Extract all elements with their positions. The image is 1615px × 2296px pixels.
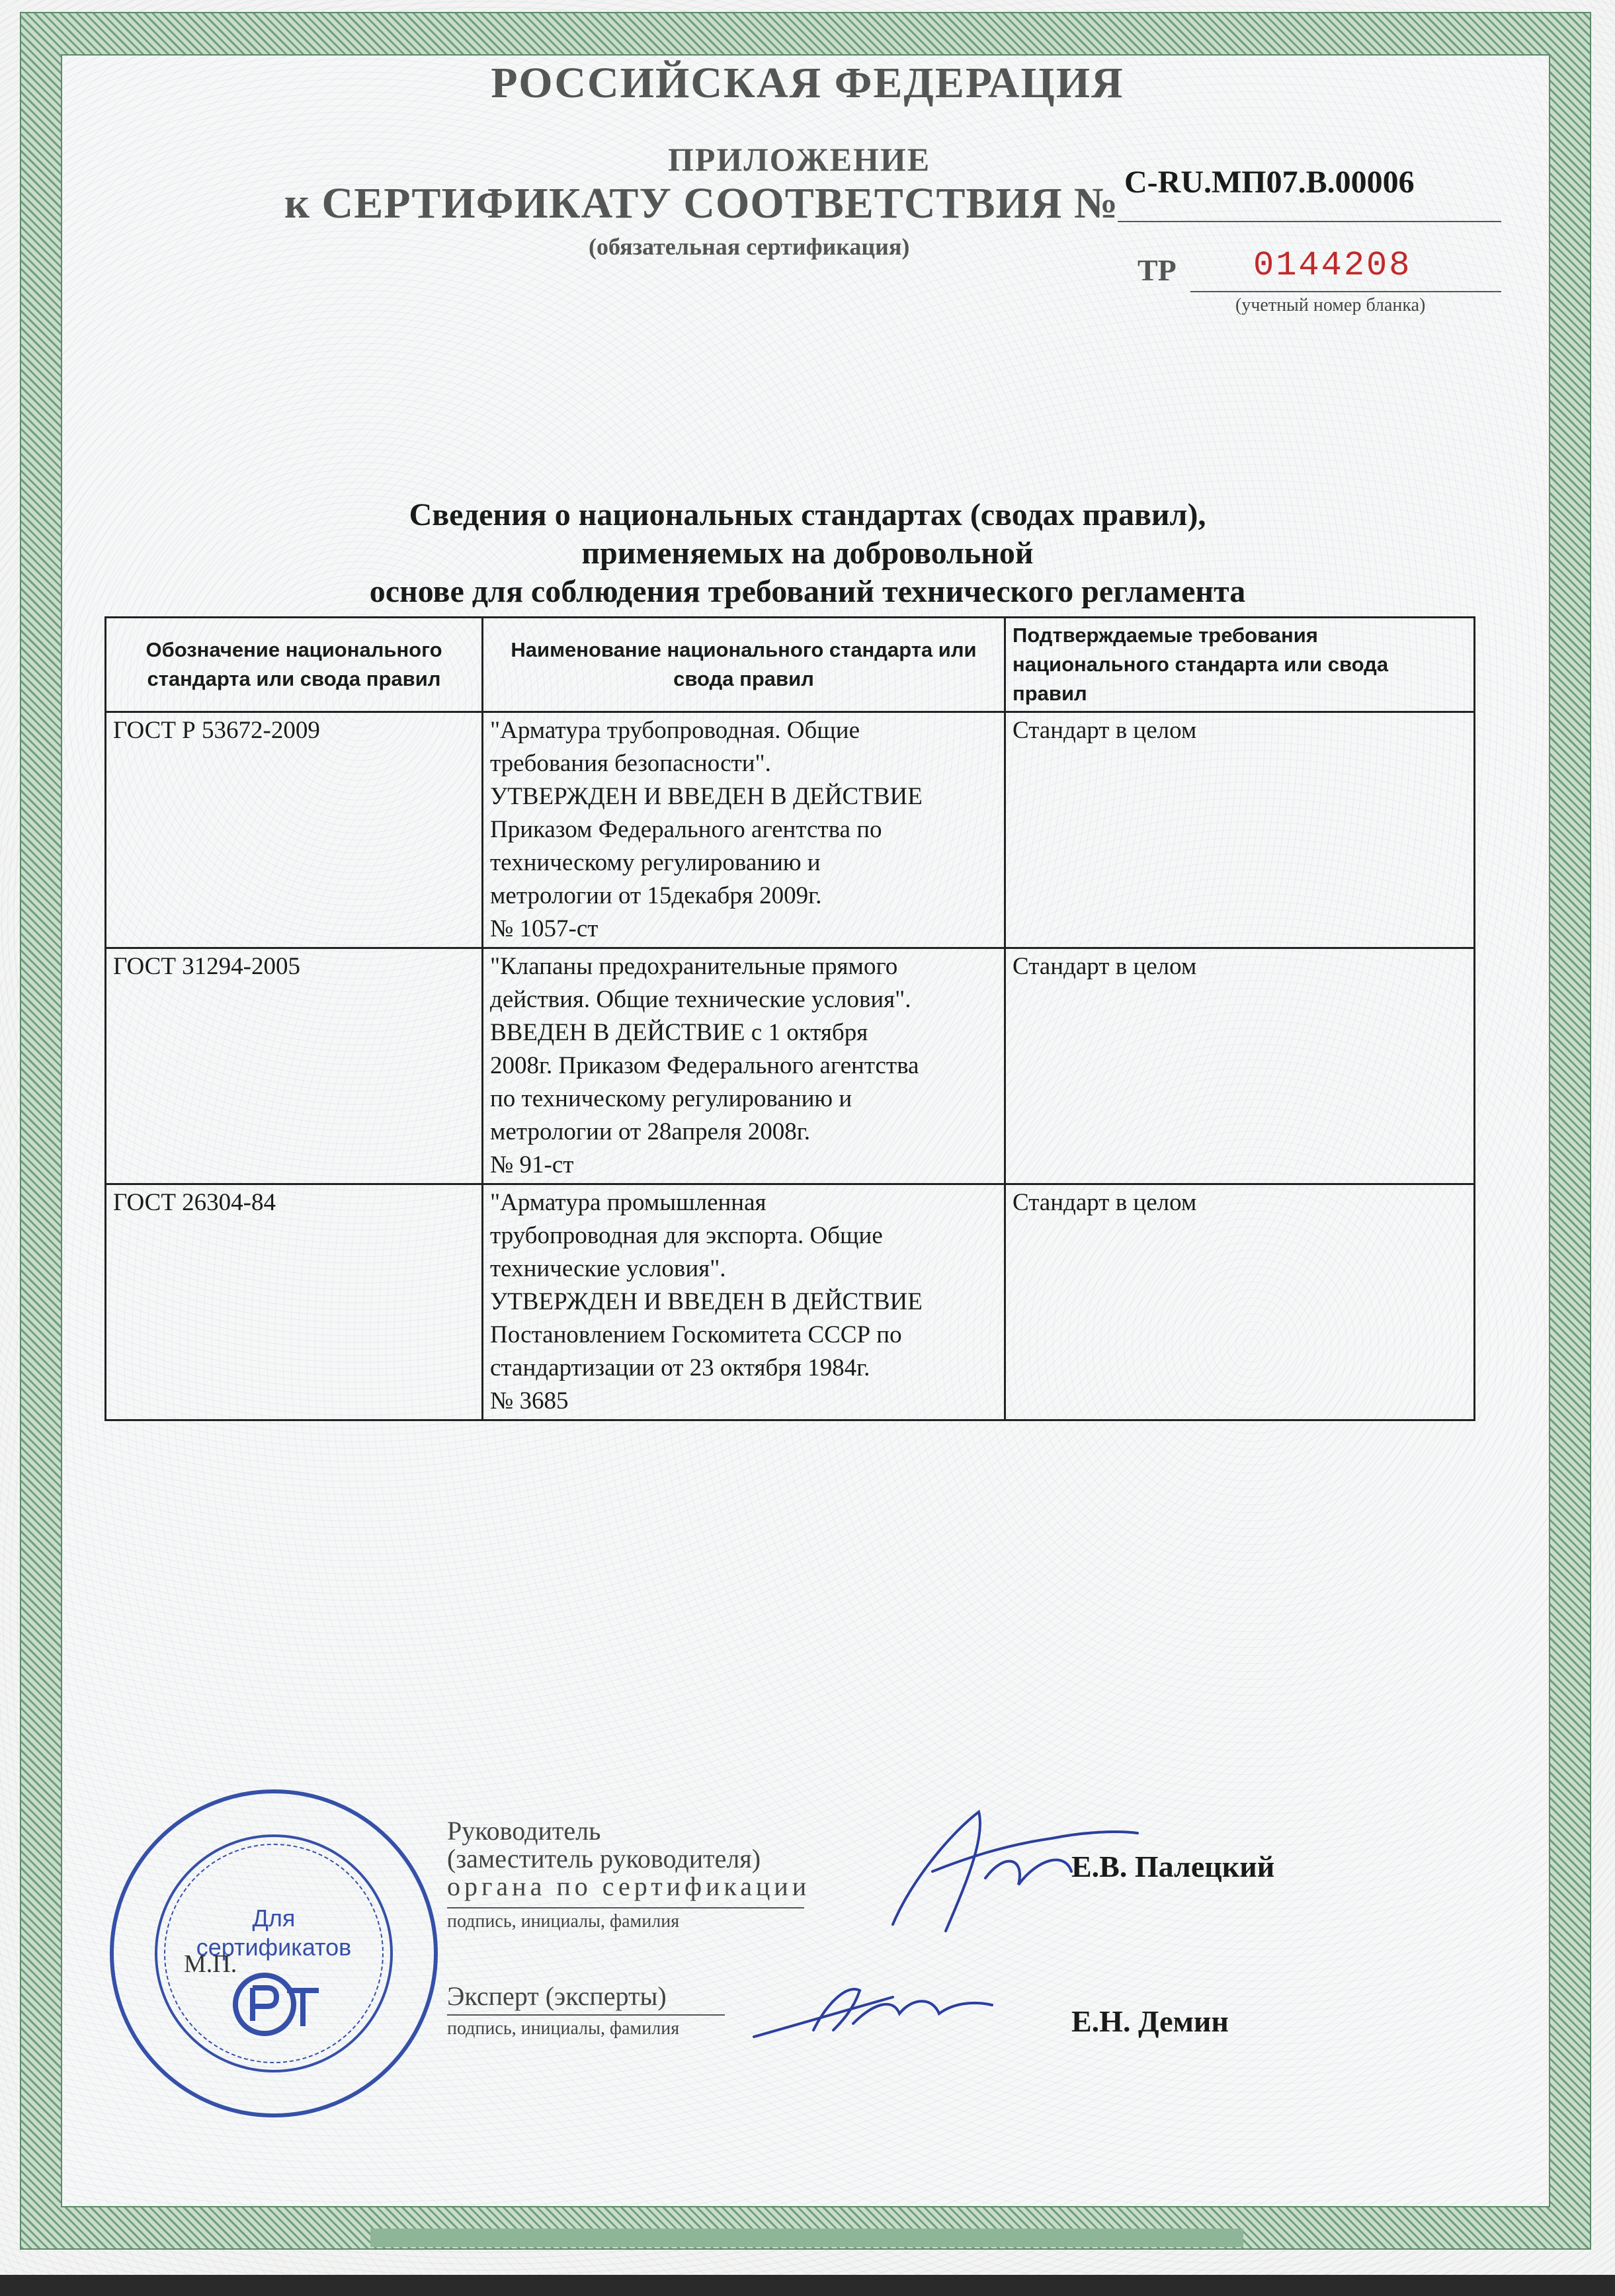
blank-number-caption: (учетный номер бланка): [1235, 295, 1426, 315]
standard-name: [483, 948, 1005, 1184]
standard-code: ГОСТ Р 53672-2009: [106, 712, 483, 948]
section-heading-line: применяемых на добровольной: [581, 536, 1034, 571]
standard-name: [483, 712, 1005, 948]
standard-name-line: "Арматура промышленная: [490, 1189, 766, 1216]
column-header-code: Обозначение национального стандарта или свода правил: [106, 618, 483, 712]
tr-label: ТР: [1138, 253, 1177, 287]
head-signature-caption: подпись, инициалы, фамилия: [447, 1911, 680, 1932]
certification-body-seal: [110, 1789, 438, 2117]
standard-name-line: стандартизации от 23 октября 1984г.: [490, 1354, 870, 1381]
section-heading-line: основе для соблюдения требований технического регламента: [369, 574, 1246, 609]
expert-title: Эксперт (эксперты): [447, 1981, 667, 2011]
standard-name-line: 2008г. Приказом Федерального агентства: [490, 1052, 919, 1079]
standard-name-line: техническому регулированию и: [490, 849, 821, 876]
seal-text-certificates: сертификатов: [196, 1934, 352, 1961]
standard-name-line: "Клапаны предохранительные прямого: [490, 953, 898, 980]
standard-name-line: № 1057-ст: [490, 915, 599, 942]
head-title-line: (заместитель руководителя): [447, 1844, 761, 1873]
table-row: [106, 712, 1475, 948]
standard-name-line: технические условия".: [490, 1255, 726, 1282]
standard-name-line: Постановлением Госкомитета СССР по: [490, 1321, 902, 1348]
head-signature-underline: [447, 1907, 804, 1908]
standard-name-line: Приказом Федерального агентства по: [490, 816, 882, 843]
column-header-name: Наименование национального стандарта или свода правил: [483, 618, 1005, 712]
standard-name-line: по техническому регулированию и: [490, 1085, 852, 1112]
expert-signature-underline: [447, 2014, 725, 2016]
standard-name-line: УТВЕРЖДЕН И ВВЕДЕН В ДЕЙСТВИЕ: [490, 1288, 923, 1315]
table-header-row: [106, 618, 1475, 712]
standard-name: [483, 1184, 1005, 1420]
standard-requirements: Стандарт в целом: [1005, 712, 1475, 948]
standard-name-line: ВВЕДЕН В ДЕЙСТВИЕ с 1 октября: [490, 1019, 868, 1046]
section-heading-line: Сведения о национальных стандартах (сводах правил),: [409, 497, 1206, 532]
standard-code: ГОСТ 26304-84: [106, 1184, 483, 1420]
standard-name-line: действия. Общие технические условия".: [490, 986, 911, 1013]
pct-logo-icon: [226, 1968, 325, 2041]
standard-name-line: "Арматура трубопроводная. Общие: [490, 717, 860, 744]
head-name: Е.В. Палецкий: [1071, 1850, 1275, 1883]
standard-name-line: № 91-ст: [490, 1151, 574, 1178]
expert-name: Е.Н. Демин: [1071, 2004, 1229, 2038]
head-title-line: органа по сертификации: [447, 1871, 811, 1901]
standards-table: [104, 616, 1475, 1421]
blank-number: 0144208: [1253, 246, 1412, 285]
expert-signature-caption: подпись, инициалы, фамилия: [447, 2018, 680, 2039]
standard-name-line: № 3685: [490, 1387, 569, 1414]
head-title-line: Руководитель: [447, 1816, 601, 1846]
table-row: [106, 1184, 1475, 1420]
certificate-title: к СЕРТИФИКАТУ СООТВЕТСТВИЯ №: [284, 179, 1119, 227]
standard-name-line: требования безопасности".: [490, 750, 771, 777]
country-title: РОССИЙСКАЯ ФЕДЕРАЦИЯ: [491, 59, 1124, 107]
expert-handwritten-signature: [741, 1957, 1018, 2063]
standard-requirements: Стандарт в целом: [1005, 948, 1475, 1184]
standard-code: ГОСТ 31294-2005: [106, 948, 483, 1184]
appendix-title: ПРИЛОЖЕНИЕ: [668, 141, 931, 178]
standard-name-line: метрологии от 15декабря 2009г.: [490, 882, 822, 909]
section-heading: [0, 496, 1615, 611]
standard-name-line: УТВЕРЖДЕН И ВВЕДЕН В ДЕЙСТВИЕ: [490, 783, 923, 810]
table-row: [106, 948, 1475, 1184]
certificate-number: C-RU.МП07.В.00006: [1124, 165, 1415, 200]
column-header-requirements: Подтверждаемые требования национального стандарта или свода правил: [1005, 618, 1475, 712]
seal-text-for: Для: [252, 1905, 296, 1932]
blank-number-underline: [1190, 291, 1501, 292]
standard-name-line: метрологии от 28апреля 2008г.: [490, 1118, 811, 1145]
standard-requirements: Стандарт в целом: [1005, 1184, 1475, 1420]
printer-imprint: [370, 2229, 1243, 2247]
scan-edge: [0, 2275, 1615, 2296]
certification-type: (обязательная сертификация): [589, 233, 910, 260]
certificate-number-underline: [1118, 221, 1501, 222]
seal-place-label: М.П.: [184, 1950, 237, 1978]
standard-name-line: трубопроводная для экспорта. Общие: [490, 1222, 883, 1249]
